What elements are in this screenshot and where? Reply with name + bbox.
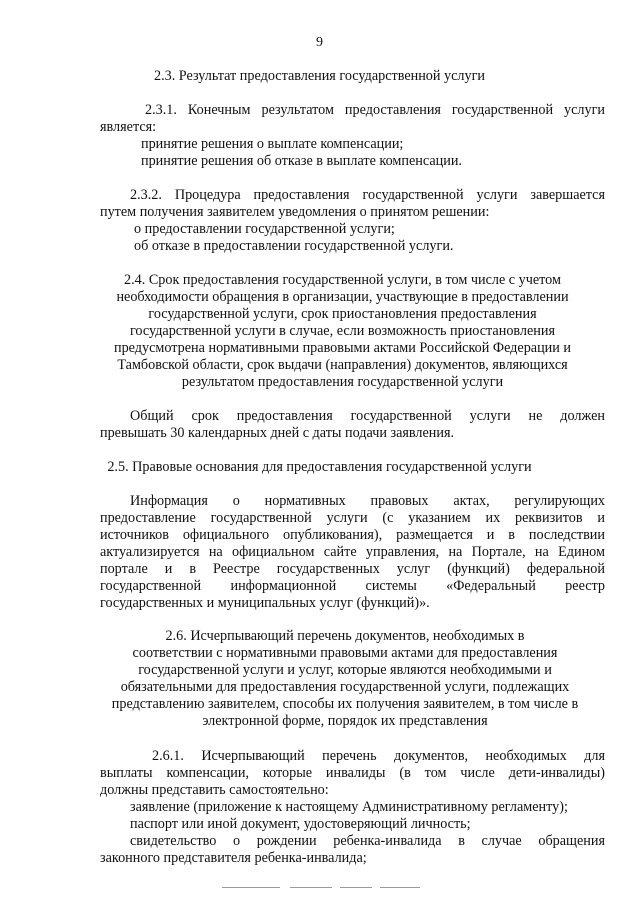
- section-2-5-heading: 2.5. Правовые основания для предоставления государственной услуги: [107, 459, 532, 475]
- page-number: 9: [316, 35, 323, 50]
- section-2-4-heading-line: Тамбовской области, срок выдачи (направления) документов, являющихся: [117, 357, 568, 373]
- section-2-5-paragraph-line: источников официального опубликования), размещается и в последствии: [100, 527, 605, 543]
- section-2-4-heading-line: результатом предоставления государственной услуги: [181, 374, 504, 390]
- section-2-5-paragraph-line: актуализируется на официальном сайте управления, на Портале, на Едином: [100, 544, 605, 560]
- section-2-5-paragraph-line: портале и в Реестре государственных услуг (функций) федеральной: [100, 561, 605, 577]
- section-2-4-heading-line: государственной услуги, срок приостановления предоставления: [148, 306, 537, 322]
- scan-artifact-line: [222, 887, 280, 888]
- section-2-6-heading-line: представлению заявителем, способы их получения заявителем, в том числе в: [111, 696, 579, 712]
- list-item: свидетельство о рождении ребенка-инвалида в случае обращения: [130, 833, 605, 849]
- section-2-6-heading-line: электронной форме, порядок их представления: [202, 713, 488, 729]
- section-2-3-heading: 2.3. Результат предоставления государственной услуги: [153, 68, 486, 84]
- section-2-4-paragraph-line-2: превышать 30 календарных дней с даты подачи заявления.: [100, 425, 455, 441]
- section-2-4-heading-line: необходимости обращения в организации, участвующие в предоставлении: [116, 289, 569, 305]
- section-2-6-1-line: 2.6.1. Исчерпывающий перечень документов, необходимых для: [152, 748, 605, 764]
- list-item-continuation: законного представителя ребенка-инвалида;: [100, 850, 367, 866]
- section-2-4-heading-line: предусмотрена нормативными правовыми актами Российской Федерации и: [113, 340, 572, 356]
- list-item: принятие решения о выплате компенсации;: [141, 136, 404, 152]
- list-item: заявление (приложение к настоящему Административному регламенту);: [130, 799, 568, 815]
- section-2-4-paragraph-line-1: Общий срок предоставления государственной услуги не должен: [130, 408, 605, 424]
- list-item: принятие решения об отказе в выплате компенсации.: [141, 153, 462, 169]
- scan-artifact-line: [340, 887, 372, 888]
- section-2-3-1-line-1: 2.3.1. Конечным результатом предоставления государственной услуги: [145, 102, 605, 118]
- section-2-6-heading-line: обязательными для предоставления государственной услуги, подлежащих: [120, 679, 570, 695]
- list-item: паспорт или иной документ, удостоверяющий личность;: [130, 816, 471, 832]
- section-2-5-paragraph-line: Информация о нормативных правовых актах, регулирующих: [130, 493, 605, 509]
- section-2-3-2-line-2: путем получения заявителем уведомления о принятом решении:: [100, 204, 490, 220]
- section-2-4-heading-line: государственной услуги в случае, если возможность приостановления: [129, 323, 556, 339]
- list-item: об отказе в предоставлении государственной услуги.: [134, 238, 454, 254]
- section-2-5-paragraph-line: государственных и муниципальных услуг (функций)».: [100, 595, 430, 611]
- scan-artifact-line: [380, 887, 420, 888]
- section-2-3-2-line-1: 2.3.2. Процедура предоставления государственной услуги завершается: [130, 187, 605, 203]
- scan-artifact-line: [290, 887, 332, 888]
- section-2-3-1-line-2: является:: [100, 119, 157, 135]
- section-2-4-heading-line: 2.4. Срок предоставления государственной услуги, в том числе с учетом: [124, 272, 561, 288]
- section-2-6-heading-line: государственной услуги и услуг, которые являются необходимыми и: [138, 662, 552, 678]
- section-2-5-paragraph-line: предоставление государственной услуги (с указанием их реквизитов и: [100, 510, 605, 526]
- section-2-6-1-line: выплаты компенсации, которые инвалиды (в том числе дети-инвалиды): [100, 765, 605, 781]
- section-2-6-heading-line: 2.6. Исчерпывающий перечень документов, необходимых в: [165, 628, 525, 644]
- section-2-6-1-line: должны представить самостоятельно:: [100, 782, 329, 798]
- section-2-6-heading-line: соответствии с нормативными правовыми актами для предоставления: [132, 645, 558, 661]
- section-2-5-paragraph-line: государственной информационной системы «Федеральный реестр: [100, 578, 605, 594]
- list-item: о предоставлении государственной услуги;: [134, 221, 395, 237]
